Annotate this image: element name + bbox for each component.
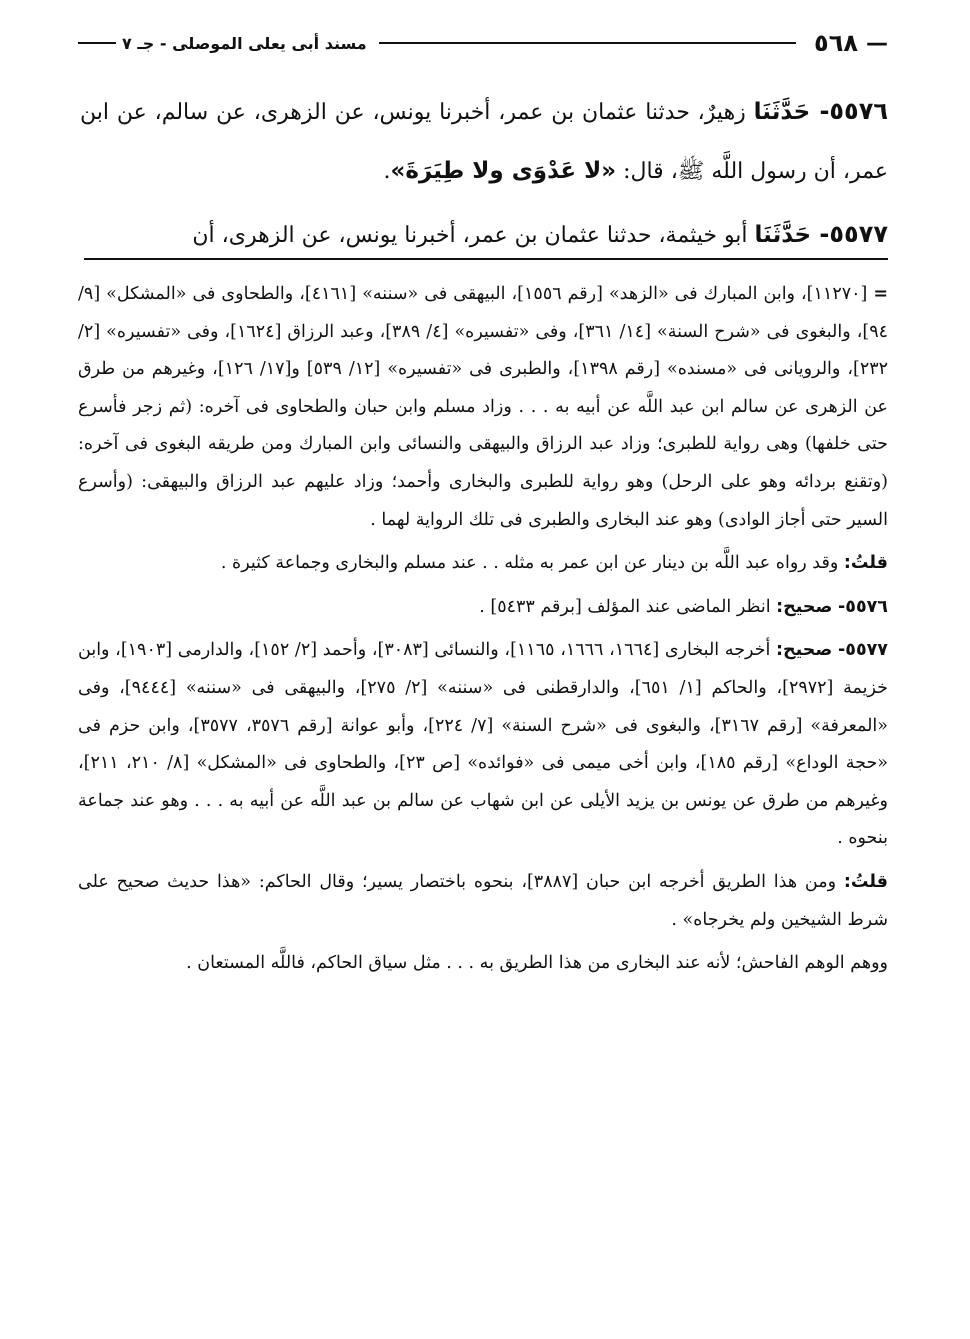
main-text <box>80 82 888 269</box>
note-text: انظر الماضى عند المؤلف [برقم ٥٤٣٣] . <box>479 596 777 617</box>
final-text: ووهم الوهم الفاحش؛ لأنه عند البخارى من هذا الطريق به . . . مثل سياق الحاكم، فاللَّه المستعان . <box>186 953 888 974</box>
hadith-text: أبو خيثمة، حدثنا عثمان بن عمر، أخبرنا يونس، عن الزهرى، أن <box>192 223 755 248</box>
qultu-label: قلتُ: <box>843 553 888 574</box>
note-number: ٥٥٧٦- <box>838 596 888 617</box>
continuation-text: [١١٢٧٠]، وابن المبارك فى «الزهد» [رقم ١٥٥٦]، البيهقى فى «سننه» [٤١٦١]، والطحاوى فى «المشكل» [٩/ ٩٤]، والبغوى فى «شرح السنة» [١٤/ ٣٦١]، وفى «تفسيره» [٤/ ٣٨٩]، وعبد الرزاق [١٦٢٤]، وفى «تفسيره» [٢/ ٢٣٢]، والرويانى فى «مسنده» [رقم ١٣٩٨]، والطبرى فى «تفسيره» [١٢/ ٥٣٩] و[١٧/ ١٢٦]، وغيرهم من طرق عن الزهرى عن سالم ابن عبد اللَّه عن أبيه به . . . وزاد مسلم وابن حبان والطحاوى فى آخره: (ثم زجر فأسرع حتى خلفها) وهى رواية للطبرى؛ وزاد عبد الرزاق والبيهقى والنسائى وابن المبارك ومن طريقه البغوى فى آخره: (وتقنع بردائه وهو على الرحل) وهو رواية للطبرى والبخارى وأحمد؛ وزاد عليهم عبد الرزاق والبيهقى: (وأسرع السير حتى أجاز الوادى) وهو عند البخارى والطبرى فى تلك الرواية لهما . <box>78 284 889 530</box>
header-dash: — <box>866 30 888 56</box>
haddathana-word: حَدَّثَنَا <box>753 99 811 125</box>
footnote-qultu-1 <box>78 545 888 583</box>
qultu-text: ومن هذا الطريق أخرجه ابن حبان [٣٨٨٧]، بنحوه باختصار يسير؛ وقال الحاكم: «هذا حديث صحيح على شرط الشيخين ولم يخرجاه» . <box>78 871 888 930</box>
footnotes <box>78 276 888 989</box>
note-text: أخرجه البخارى [١٦٦٤، ١٦٦٦، ١١٦٥]، والنسائى [٣٠٨٣]، وأحمد [٢/ ١٥٢]، والدارمى [١٩٠٣]، وابن خزيمة [٢٩٧٢]، والحاكم [١/ ٦٥١]، والدارقطنى فى «سننه» [٢/ ٢٧٥]، والبيهقى فى «سننه» [٩٤٤٤]، وفى «المعرفة» [رقم ٣١٦٧]، والبغوى فى «شرح السنة» [٧/ ٢٢٤]، وأبو عوانة [رقم ٣٥٧٦، ٣٥٧٧]، وابن حزم فى «حجة الوداع» [رقم ١٨٥]، وابن أخى ميمى فى «فوائده» [ص ٢٣]، والطحاوى فى «المشكل» [٨/ ٢١٠، ٢١١]، وغيرهم من طرق عن يونس بن يزيد الأيلى عن ابن شهاب عن سالم بن عبد اللَّه عن أبيه به . . . وهو عند جماعة بنحوه . <box>78 640 888 849</box>
hadith-dash: - <box>811 220 830 248</box>
footnote-divider <box>84 258 888 260</box>
footnote-5577 <box>78 632 888 858</box>
qultu-label: قلتُ: <box>843 871 888 892</box>
footnote-qultu-2 <box>78 864 888 939</box>
hadith-number: ٥٥٧٦ <box>829 97 888 125</box>
header-rule-end <box>78 42 116 44</box>
hadith-dash: - <box>810 97 830 125</box>
grade-label: صحيح: <box>776 640 833 661</box>
page-header <box>78 28 888 58</box>
hadith-5576 <box>80 82 888 201</box>
footnote-5576 <box>78 589 888 627</box>
continuation-mark: = <box>873 284 889 304</box>
footnote-final <box>78 945 888 983</box>
hadith-end: . <box>383 159 391 184</box>
hadith-quote: «لا عَدْوَى ولا طِيَرَةَ» <box>390 158 617 184</box>
hadith-text: زهيرٌ، حدثنا عثمان بن عمر، أخبرنا يونس، عن الزهرى، عن سالم، عن ابن عمر، أن رسول اللَّه ﷺ، قال: <box>80 100 888 184</box>
page-number: ٥٦٨ <box>814 29 858 57</box>
book-title: مسند أبى يعلى الموصلى - جـ ٧ <box>122 33 367 53</box>
hadith-number: ٥٥٧٧ <box>829 220 888 248</box>
haddathana-word: حَدَّثَنَا <box>754 222 812 248</box>
qultu-text: وقد رواه عبد اللَّه بن دينار عن ابن عمر به مثله . . عند مسلم والبخارى وجماعة كثيرة . <box>220 553 844 574</box>
header-rule <box>379 42 796 44</box>
note-number: ٥٥٧٧- <box>838 640 888 661</box>
footnote-continuation <box>78 276 888 539</box>
grade-label: صحيح: <box>776 596 833 617</box>
hadith-5577 <box>80 205 888 265</box>
